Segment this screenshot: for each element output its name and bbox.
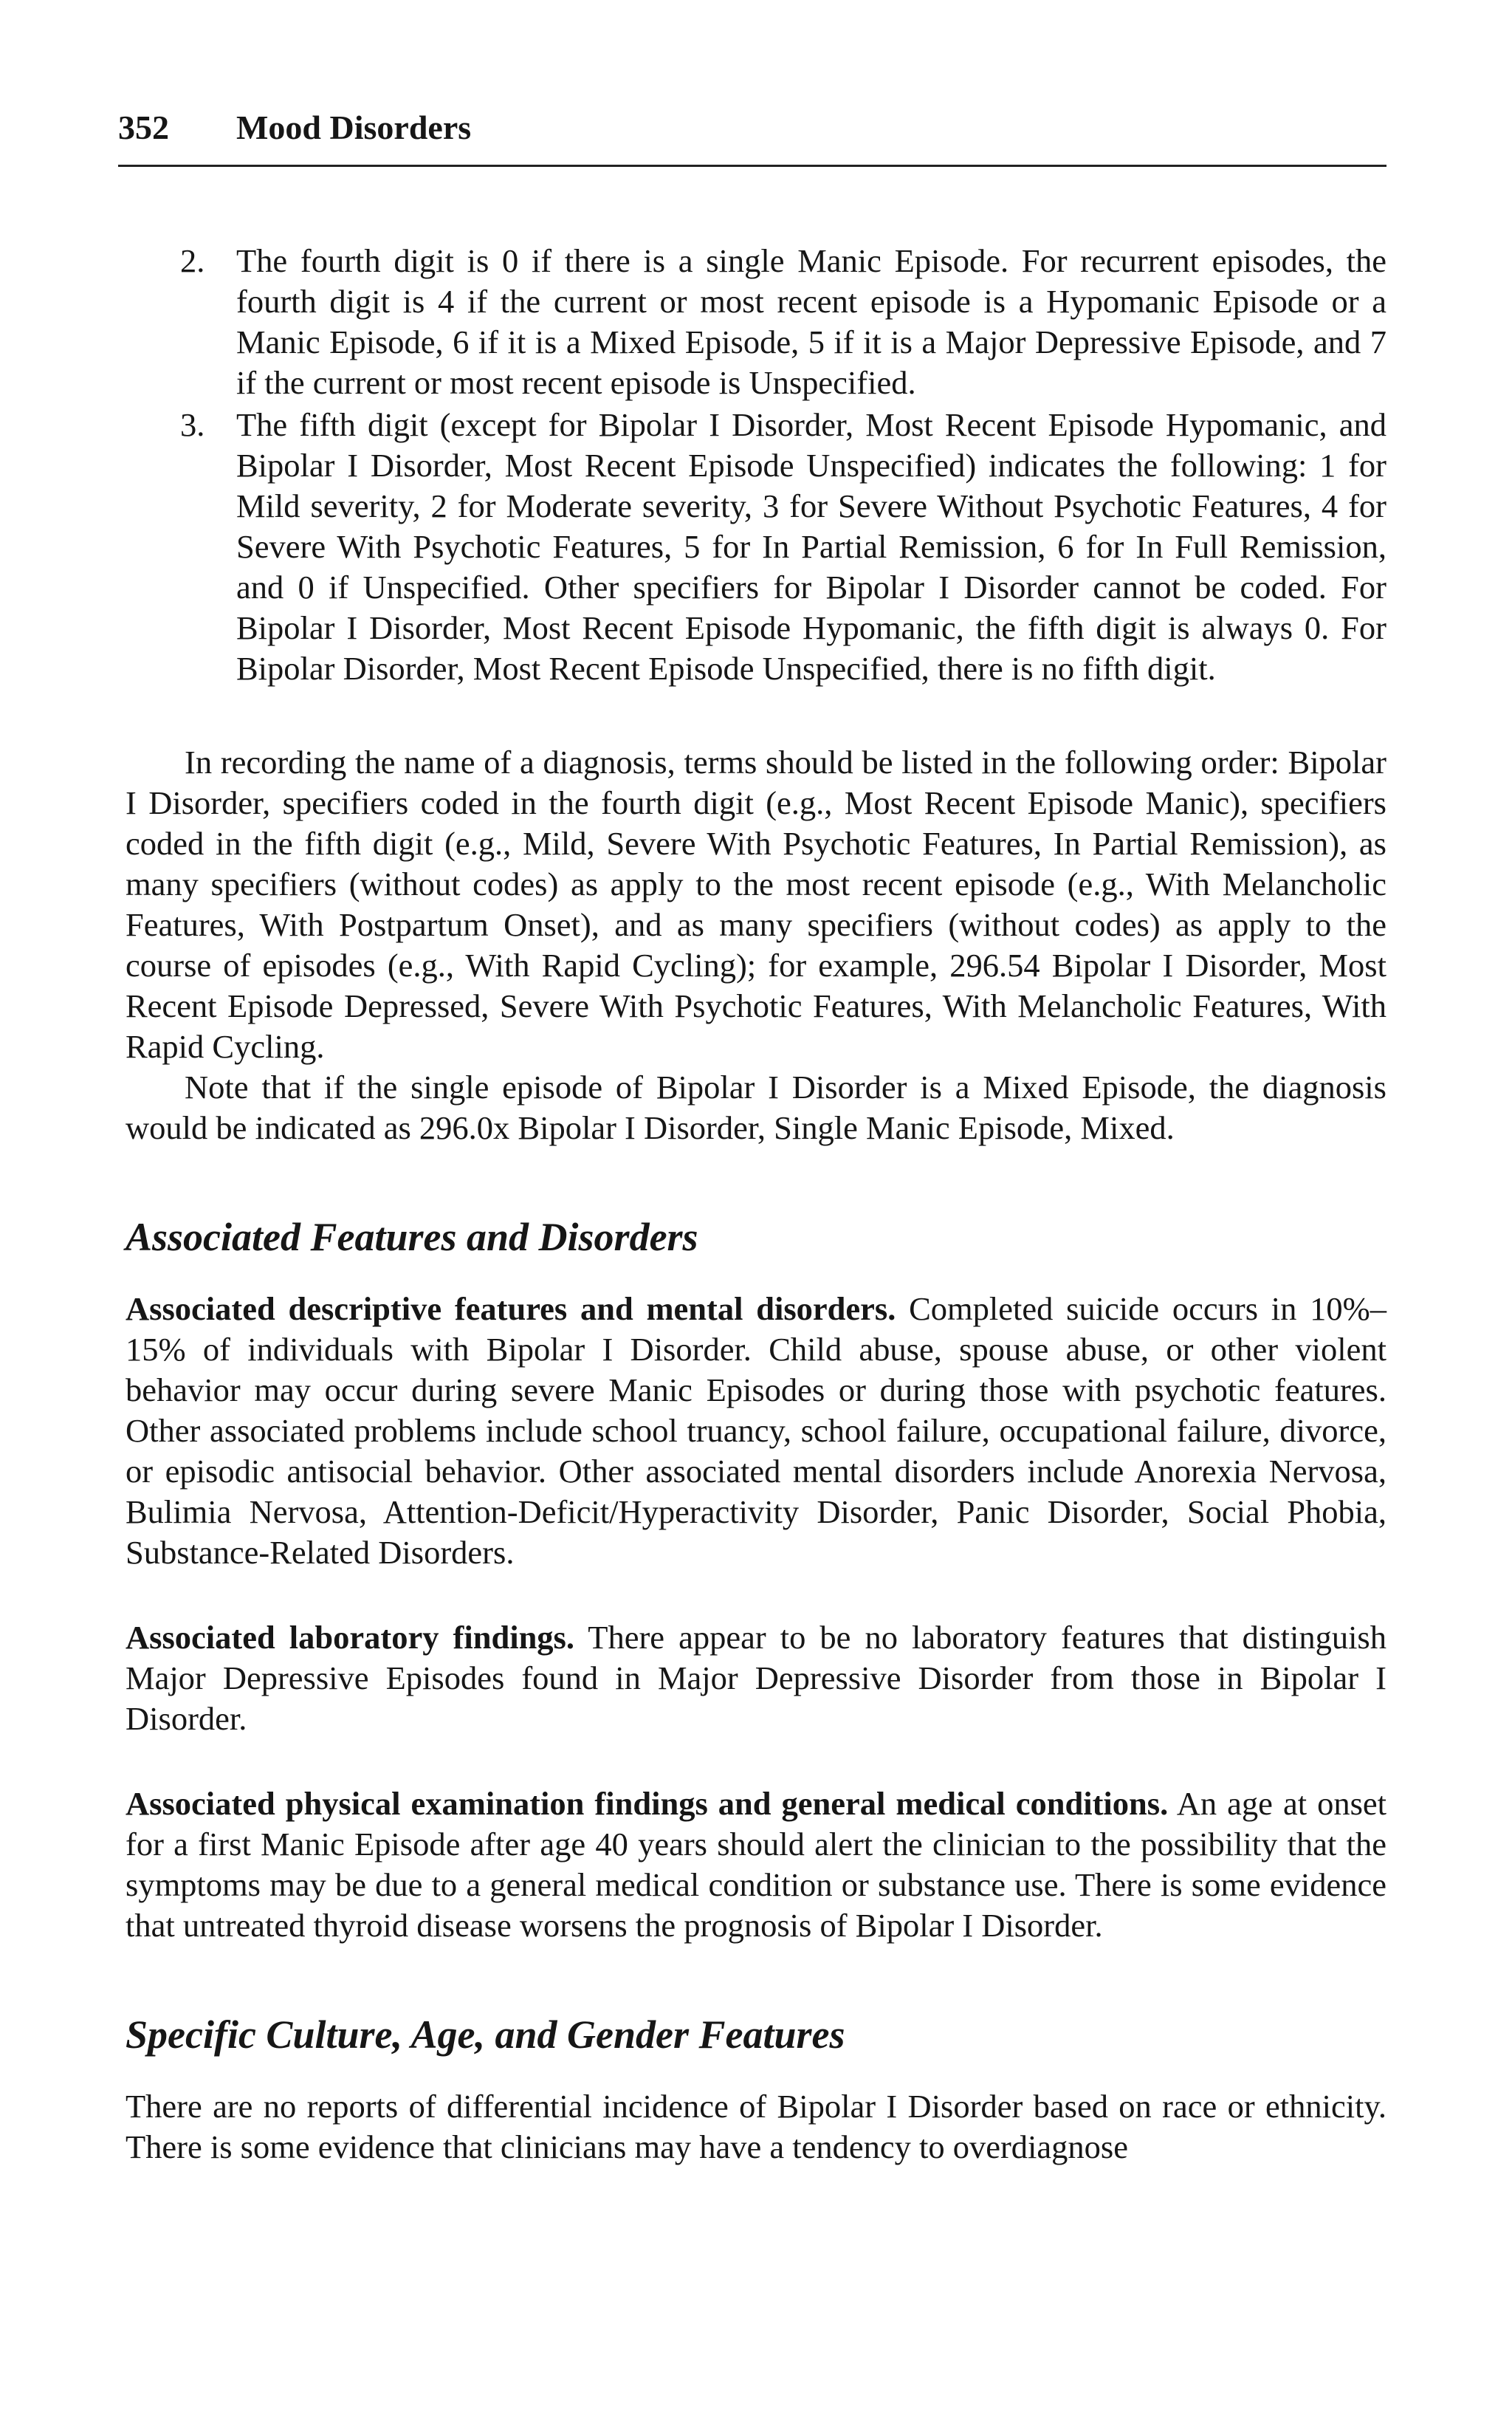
- header-rule: [118, 165, 1386, 167]
- subsection-text: An age at onset for a first Manic Episode after age 40 years should alert the clinician to the possibility that the symptoms may be due to a general medical condition or substance use. There is some evidence that untreated thyroid disease worsens the prognosis of Bipolar I Disorder.: [126, 1785, 1387, 1944]
- section-heading-specific-features: Specific Culture, Age, and Gender Features: [126, 2012, 845, 2057]
- section-heading-associated-features: Associated Features and Disorders: [126, 1215, 698, 1259]
- spacer: [126, 691, 1386, 742]
- list-item-text: The fourth digit is 0 if there is a single Manic Episode. For recurrent episodes, the fourth digit is 4 if the current or most recent episode is a Hypomanic Episode or a Manic Episode, 6 if it is a Mixed Episode, 5 if it is a Major Depressive Episode, and 7 if the current or most recent episode is Unspecified.: [236, 242, 1386, 401]
- runin-heading: Associated descriptive features and mental disorders.: [126, 1290, 896, 1327]
- specific-features-paragraph: There are no reports of differential incidence of Bipolar I Disorder based on race or ethnicity. There is some evidence that clinicians may have a tendency to overdiagnose: [126, 2088, 1386, 2165]
- recording-note-paragraph: Note that if the single episode of Bipolar I Disorder is a Mixed Episode, the diagnosis would be indicated as 296.0x Bipolar I Disorder, Single Manic Episode, Mixed.: [126, 1069, 1386, 1146]
- subsection-text: There appear to be no laboratory features that distinguish Major Depressive Episodes found in Major Depressive Disorder from those in Bipolar I Disorder.: [126, 1619, 1387, 1737]
- recording-paragraph: In recording the name of a diagnosis, terms should be listed in the following order: Bipolar I Disorder, specifiers coded in the fourth digit (e.g., Most Recent Episode Manic), specifiers coded in the fifth digit (e.g., Mild, Severe With Psychotic Features, In Partial Remission), as many specifiers (without codes) as apply to the most recent episode (e.g., With Melancholic Features, With Postpartum Onset), and as many specifiers (without codes) as apply to the course of episodes (e.g., With Rapid Cycling); for example, 296.54 Bipolar I Disorder, Most Recent Episode Depressed, Severe With Psychotic Features, With Melancholic Features, With Rapid Cycling.: [126, 744, 1386, 1065]
- list-item-number: 3.: [180, 406, 205, 443]
- list-item-text: The fifth digit (except for Bipolar I Disorder, Most Recent Episode Hypomanic, and Bipolar I Disorder, Most Recent Episode Unspecified) indicates the following: 1 for Mild severity, 2 for Moderate severity, 3 for Severe Without Psychotic Features, 4 for Severe With Psychotic Features, 5 for In Partial Remission, 6 for In Full Remission, and 0 if Unspecified. Other specifiers for Bipolar I Disorder cannot be coded. For Bipolar I Disorder, Most Recent Episode Hypomanic, the fifth digit is always 0. For Bipolar Disorder, Most Recent Episode Unspecified, there is no fifth digit.: [236, 406, 1386, 687]
- subsection-descriptive-features: [126, 1289, 1386, 1573]
- runin-heading: Associated laboratory findings.: [126, 1619, 575, 1656]
- list-item: [126, 241, 1386, 403]
- runin-heading: Associated physical examination findings and general medical conditions.: [126, 1785, 1169, 1822]
- page-body: [126, 241, 1386, 2168]
- coding-notes-list: [126, 241, 1386, 689]
- subsection-laboratory-findings: [126, 1617, 1386, 1739]
- subsection-physical-findings: [126, 1783, 1386, 1946]
- subsection-text: Completed suicide occurs in 10%–15% of individuals with Bipolar I Disorder. Child abuse, spouse abuse, or other violent behavior may occur during severe Manic Episodes or during those with psychotic features. Other associated problems include school truancy, school failure, occupational failure, divorce, or episodic antisocial behavior. Other associated mental disorders include Anorexia Nervosa, Bulimia Nervosa, Attention-Deficit/Hyperactivity Disorder, Panic Disorder, Social Phobia, Substance-Related Disorders.: [126, 1290, 1386, 1571]
- list-item-number: 2.: [180, 242, 205, 279]
- list-item: [126, 405, 1386, 689]
- running-title: Mood Disorders: [236, 109, 472, 146]
- running-head: [118, 111, 1388, 165]
- page-number: 352: [118, 109, 169, 146]
